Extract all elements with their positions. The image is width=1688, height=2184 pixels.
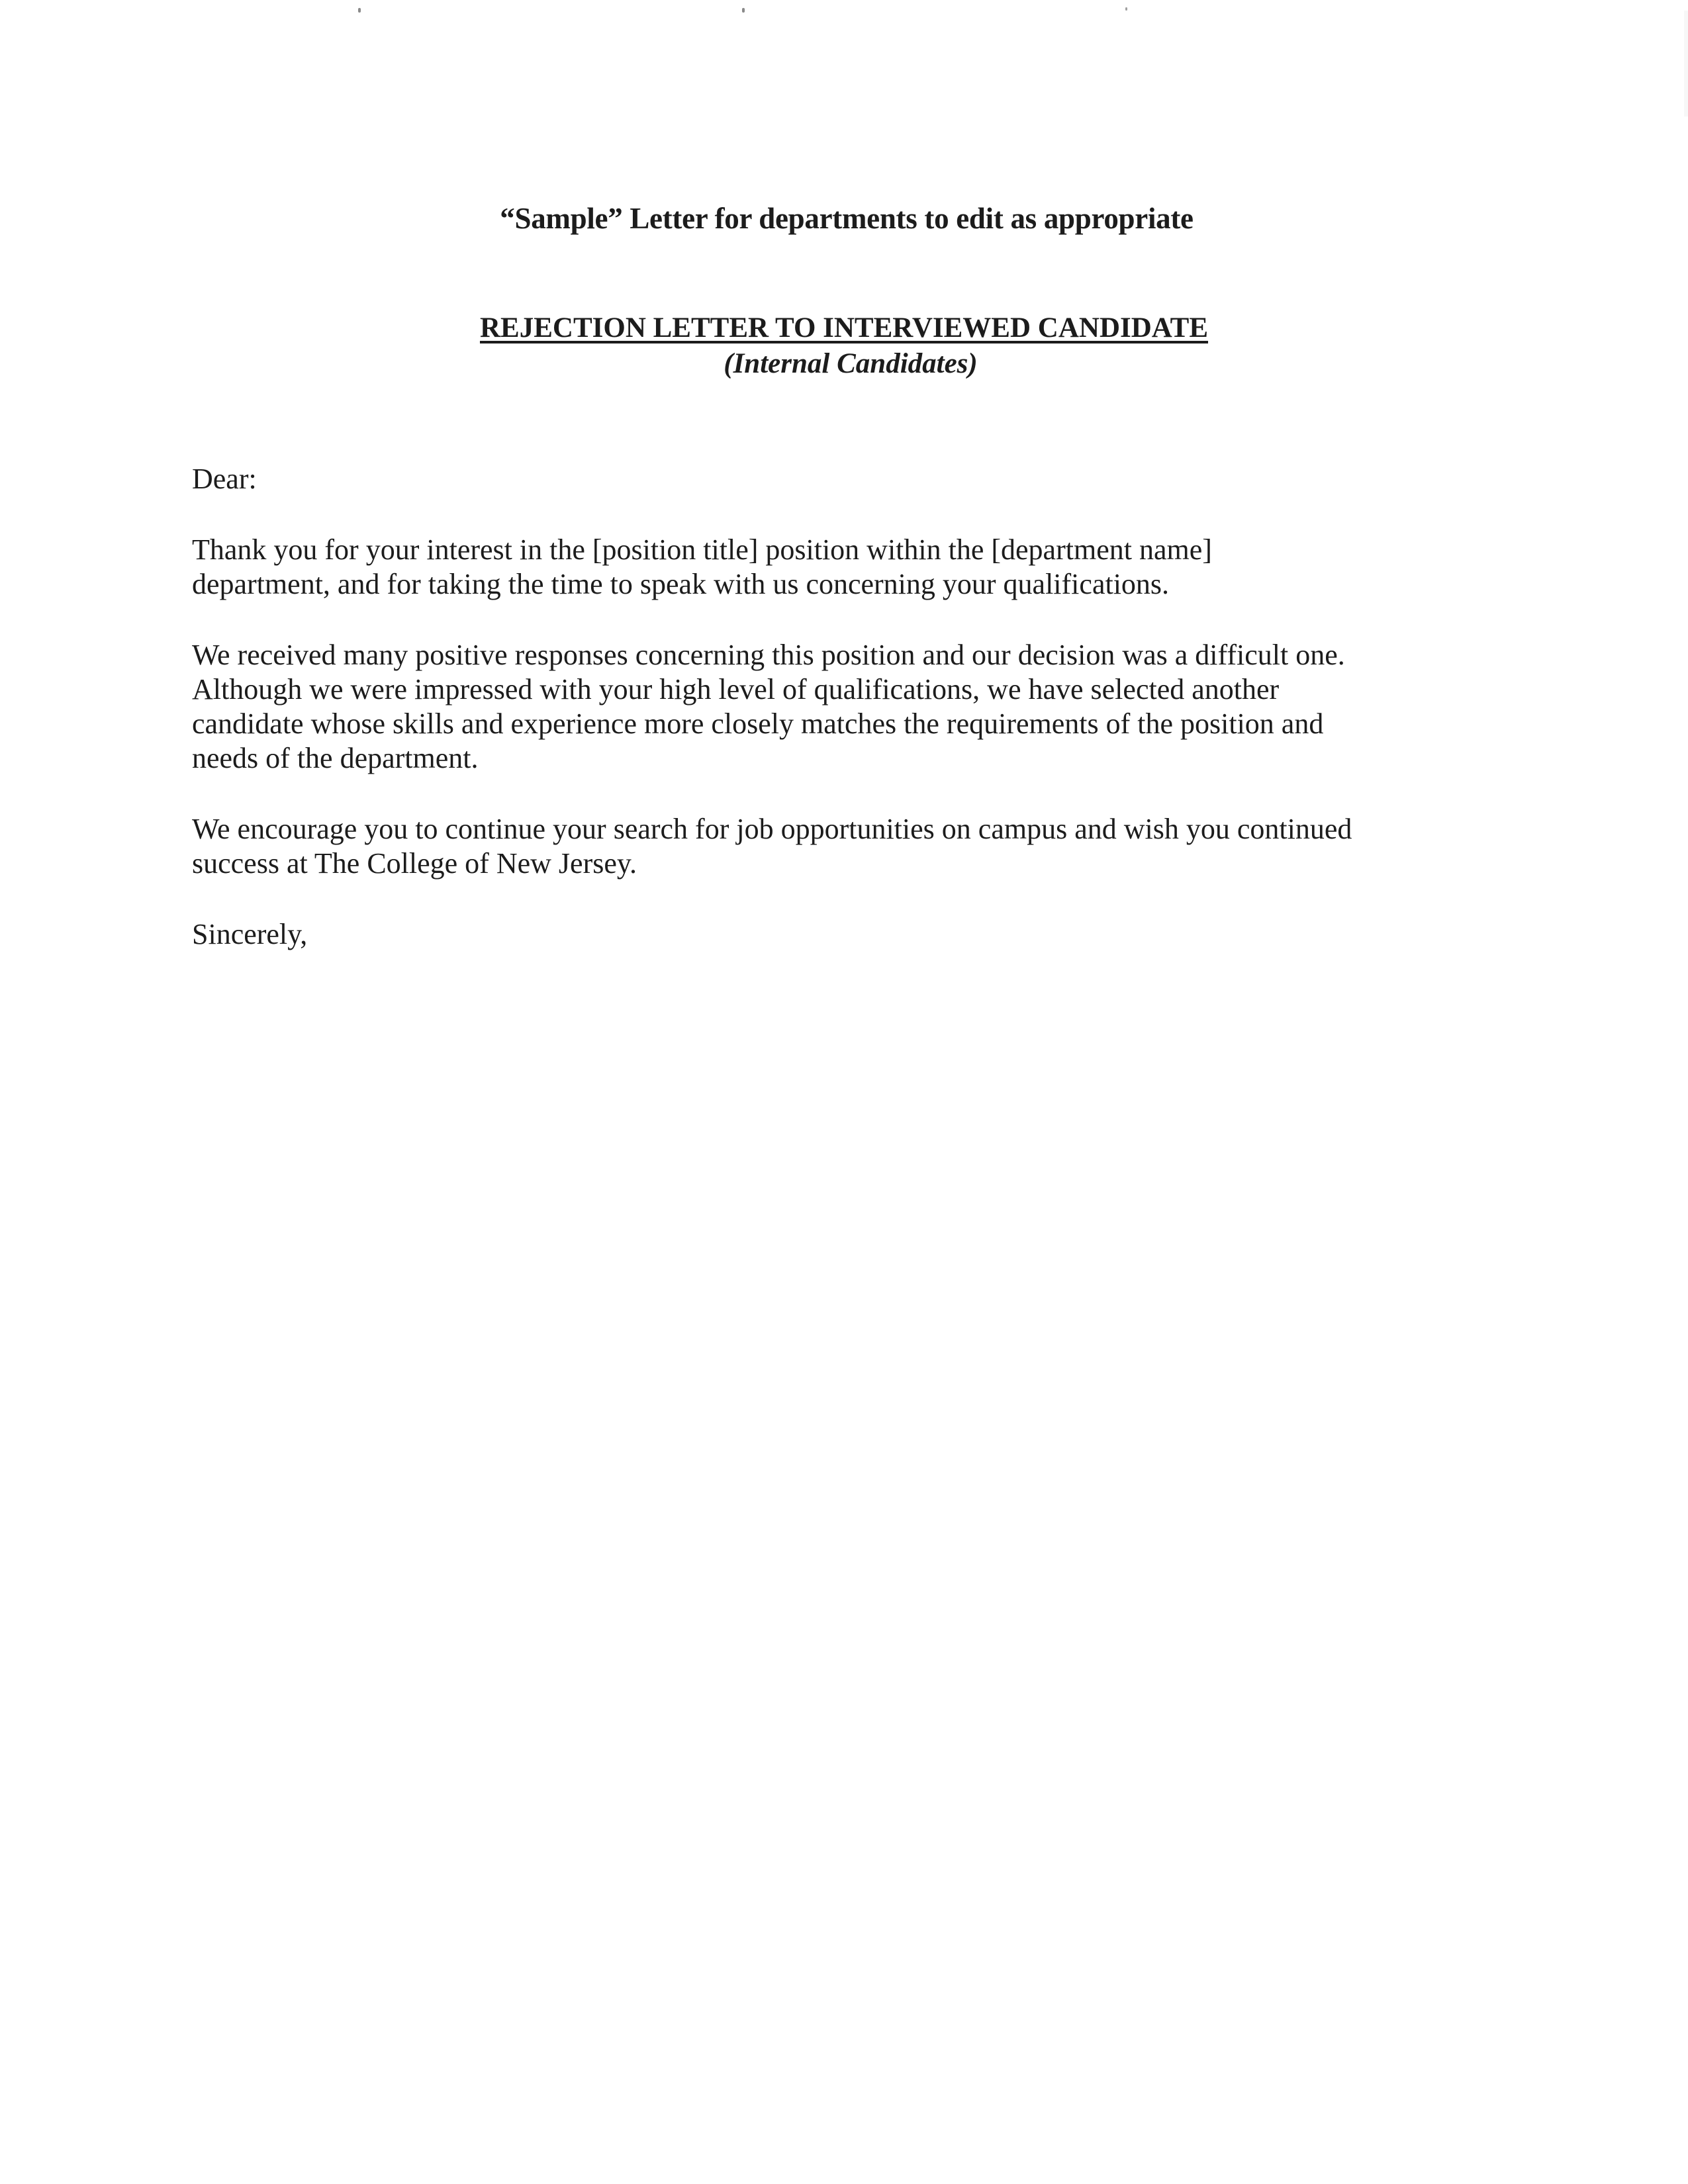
paragraph-encouragement <box>192 812 1516 881</box>
letter-title <box>0 310 1688 347</box>
letter-subtitle: (Internal Candidates) <box>724 348 978 379</box>
closing-text: Sincerely, <box>192 918 308 950</box>
scan-edge-artifact <box>1684 11 1688 116</box>
closing <box>192 917 1516 952</box>
salutation <box>192 462 1516 496</box>
scan-speck <box>358 8 361 13</box>
paragraph-interest <box>192 533 1516 602</box>
paragraph-line: Although we were impressed with your high level of qualifications, we have selected another <box>192 673 1280 705</box>
paragraph-line: candidate whose skills and experience more closely matches the requirements of the position and <box>192 707 1324 740</box>
paragraph-line: needs of the department. <box>192 742 479 774</box>
paragraph-line: We received many positive responses concerning this position and our decision was a difficult one. <box>192 639 1345 671</box>
letter-title-text: REJECTION LETTER TO INTERVIEWED CANDIDATE <box>479 312 1209 343</box>
paragraph-decision <box>192 638 1516 776</box>
letter-body <box>192 462 1516 988</box>
paragraph-line: success at The College of New Jersey. <box>192 847 637 880</box>
salutation-text: Dear: <box>192 463 257 495</box>
sample-letter-heading: “Sample” Letter for departments to edit as appropriate <box>500 202 1194 235</box>
scan-speck <box>742 8 745 13</box>
paragraph-line: department, and for taking the time to speak with us concerning your qualifications. <box>192 568 1170 600</box>
scan-speck <box>1125 7 1127 11</box>
paragraph-line: We encourage you to continue your search for job opportunities on campus and wish you continued <box>192 813 1352 845</box>
paragraph-line: Thank you for your interest in the [position title] position within the [department name] <box>192 533 1212 566</box>
